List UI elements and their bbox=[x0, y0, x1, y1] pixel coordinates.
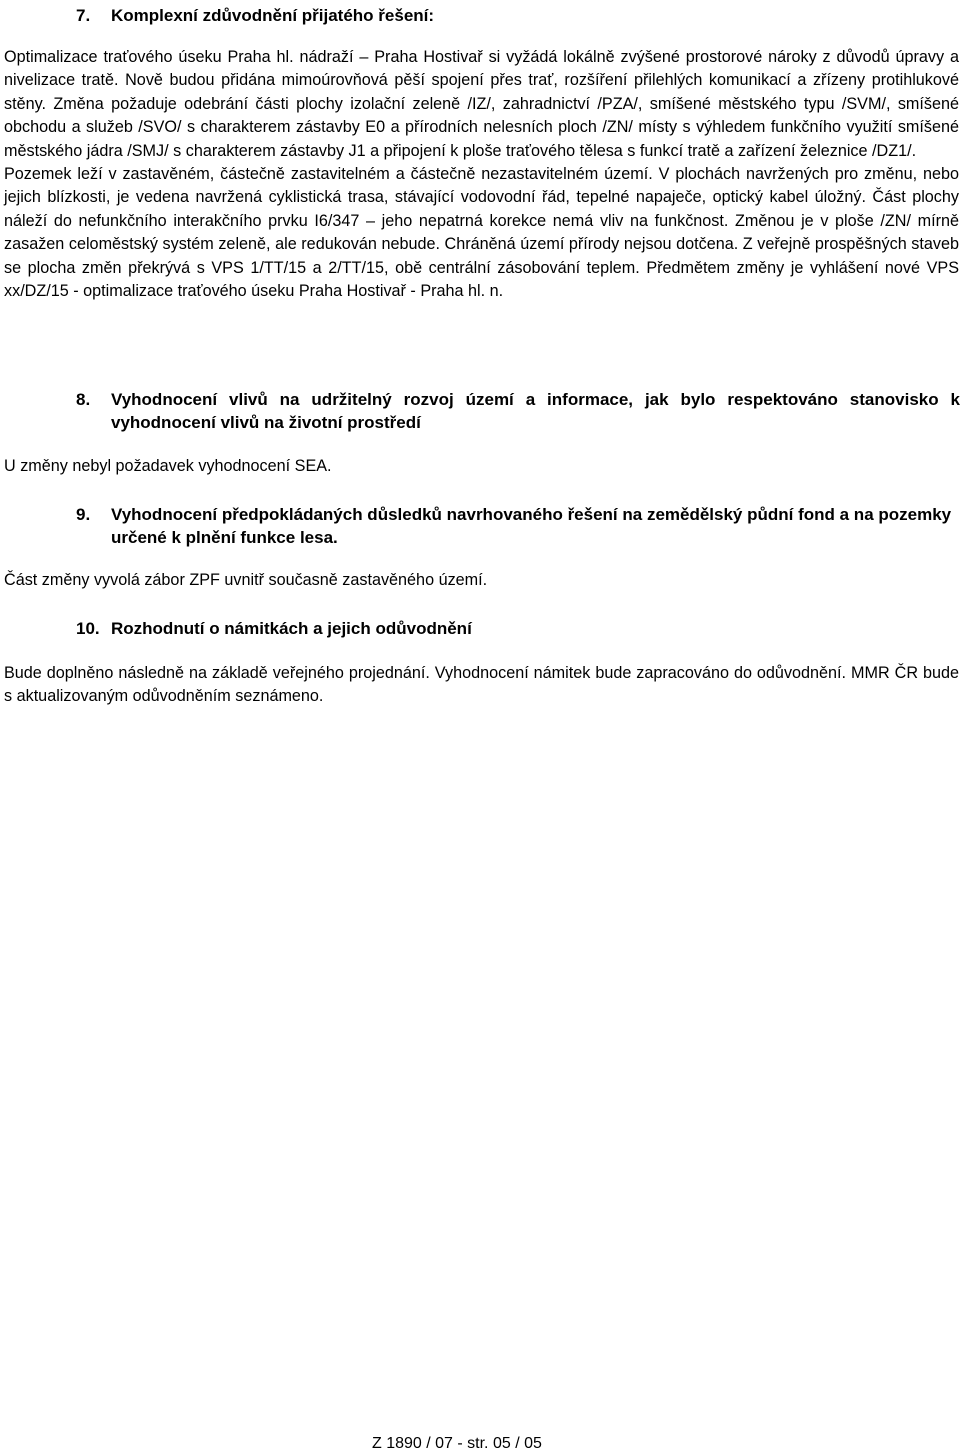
section-9-number: 9. bbox=[76, 505, 91, 524]
section-10-title: Rozhodnutí o námitkách a jejich odůvodnění bbox=[111, 619, 472, 638]
section-9-body bbox=[4, 569, 959, 592]
section-7-title: Komplexní zdůvodnění přijatého řešení: bbox=[111, 6, 435, 25]
section-10-paragraph-1: Bude doplněno následně na základě veřejného projednání. Vyhodnocení námitek bude zapracováno do odůvodnění. MMR ČR bude s aktualizovaným odůvodněním seznámeno. bbox=[4, 664, 959, 706]
section-9-title: Vyhodnocení předpokládaných důsledků navrhovaného řešení na zemědělský půdní fond a na pozemky určené k plnění funkce lesa. bbox=[111, 505, 952, 547]
section-7-body bbox=[4, 46, 959, 303]
section-8-paragraph-1: U změny nebyl požadavek vyhodnocení SEA. bbox=[4, 457, 332, 475]
section-7-paragraph-1: Optimalizace traťového úseku Praha hl. nádraží – Praha Hostivař si vyžádá lokálně zvýšené prostorové nároky z důvodů úpravy a nivelizace tratě. Nově budou přidána mimoúrovňová pěší spojení přes trať, rozšíření přilehlých komunikací a zřízeny protihlukové stěny. Změna požaduje odebrání části plochy izolační zeleně /IZ/, zahradnictví /PZA/, smíšené městského typu /SVM/, smíšené obchodu a služeb /SVO/ s charakterem zástavby E0 a přírodních nelesních ploch /ZN/ místy s výhledem funkčního využití smíšené městského jádra /SMJ/ s charakterem zástavby J1 a připojení k ploše traťového tělesa s funkcí tratě a zařízení železnice /DZ1/. bbox=[4, 48, 959, 160]
section-9-paragraph-1: Část změny vyvolá zábor ZPF uvnitř současně zastavěného území. bbox=[4, 571, 488, 589]
section-10-number: 10. bbox=[76, 619, 100, 638]
section-8-number: 8. bbox=[76, 390, 91, 409]
section-8-title: Vyhodnocení vlivů na udržitelný rozvoj území a informace, jak bylo respektováno stanovisko k vyhodnocení vlivů na životní prostředí bbox=[111, 390, 960, 432]
page-footer: Z 1890 / 07 - str. 05 / 05 bbox=[372, 1435, 542, 1452]
section-8-body bbox=[4, 455, 959, 478]
section-10-body bbox=[4, 662, 959, 709]
section-7-number: 7. bbox=[76, 6, 91, 25]
section-7-paragraph-2: Pozemek leží v zastavěném, částečně zastavitelném a částečně nezastavitelném území. V plochách navržených pro změnu, nebo jejich blízkosti, je vedena navržená cyklistická trasa, stávající vodovodní řád, tepelné napaječe, optický kabel úložný. Část plochy náleží do nefunkčního interakčního prvku I6/347 – jeho nepatrná korekce nemá vliv na funkčnost. Změnou je v ploše /ZN/ mírně zasažen celoměstský systém zeleně, ale redukován nebude. Chráněná území přírody nejsou dotčena. Z veřejně prospěšných staveb se plocha změn překrývá s VPS 1/TT/15 a 2/TT/15, obě centrální zásobování teplem. Předmětem změny je vyhlášení nové VPS xx/DZ/15 - optimalizace traťového úseku Praha Hostivař - Praha hl. n. bbox=[4, 165, 959, 301]
